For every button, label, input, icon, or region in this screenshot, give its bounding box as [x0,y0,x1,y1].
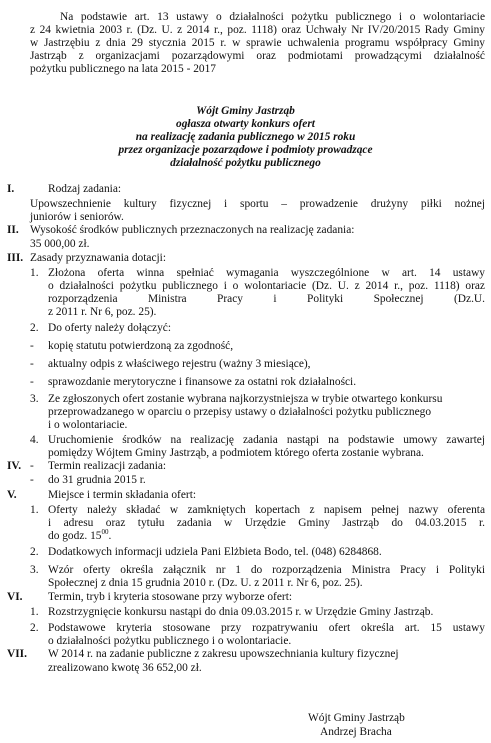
section-6-item-2-number: 2. [30,622,39,634]
section-3-item-1-line-1: Złożona oferta winna spełniać wymagania wyszczególnione w art. 14 ustawy [48,267,485,279]
attachment-item-3: sprawozdanie merytoryczne i finansowe za ostatni rok działalności. [48,376,357,388]
signature-name: Andrzej Bracha [320,726,392,738]
section-1-title: Rodzaj zadania: [48,183,122,195]
section-2-number: II. [7,224,19,236]
section-1-number: I. [7,183,15,195]
heading-line-3: na realizację zadania publicznego w 2015 roku [135,131,356,143]
section-7-number: VII. [7,648,27,660]
dash-marker: - [30,340,34,352]
dash-marker: - [30,460,34,472]
section-2-amount: 35 000,00 zł. [30,238,90,250]
heading-line-4: przez organizacje pozarządowe i podmioty prowadzące [118,144,373,156]
section-1-line-2: juniorów i seniorów. [30,211,124,223]
section-4-number: IV. [7,460,22,472]
dash-marker: - [30,474,34,486]
section-3-item-3-line-1: Ze zgłoszonych ofert zostanie wybrana najkorzystniejsza w trybie otwartego konkursu [48,393,443,405]
section-5-item-3-line-1: Wzór oferty określa załącznik nr 1 do rozporządzenia Ministra Pracy i Polityki [48,564,485,576]
section-3-item-1-line-3: rozporządzenia Ministra Pracy i Polityki Społecznej (Dz.U. [48,293,485,305]
section-3-item-1-line-4: z 2011 r. Nr 6, poz. 25). [48,306,157,318]
section-5-item-1-line-1: Oferty należy składać w zamkniętych kopertach z napisem pełnej nazwy oferenta [48,504,485,516]
section-7-line-1: W 2014 r. na zadanie publiczne z zakresu upowszechniania kultury fizycznej [48,648,399,660]
heading-line-5: działalność pożytku publicznego [170,157,321,169]
attachment-item-1: kopię statutu potwierdzoną za zgodność, [48,340,234,352]
section-6-number: VI. [7,591,23,603]
section-3-item-4-number: 4. [30,434,39,446]
section-3-item-4-line-1: Uruchomienie środków na realizację zadania nastąpi na podstawie umowy zawartej [48,434,485,446]
section-3-item-1-line-2: o działalności pożytku publicznego i o wolontariacie (Dz. U. z 2014 r., poz. 1118) oraz [48,280,485,292]
dash-marker: - [30,376,34,388]
attachment-item-2: aktualny odpis z właściwego rejestru (ważny 3 miesiące), [48,358,311,370]
section-5-item-3-number: 3. [30,564,39,576]
section-3-item-4-line-2: pomiędzy Wójtem Gminy Jastrząb, a podmiotem którego oferta zostanie wybrana. [48,447,424,459]
dash-marker: - [30,358,34,370]
section-2-title: Wysokość środków publicznych przeznaczonych na realizację zadania: [30,224,355,236]
section-5-item-1-line-2: i adresu oraz tytułu zadania w Urzędzie Gminy Jastrząb do 04.03.2015 r. [48,517,485,529]
section-3-item-1-number: 1. [30,267,39,279]
heading-line-1: Wójt Gminy Jastrząb [196,105,295,117]
section-3-item-3-line-3: i o wolontariacie. [48,419,128,431]
intro-line-1: Na podstawie art. 13 ustawy o działalności pożytku publicznego i o wolontariacie [60,11,485,23]
section-3-title: Zasady przyznawania dotacji: [30,252,166,264]
section-5-item-2-number: 2. [30,546,39,558]
section-6-item-2-line-2: o działalności pożytku publicznego i o wolontariacie. [48,635,292,647]
intro-line-3: w Jastrzębiu z dnia 29 stycznia 2015 r. w sprawie uchwalenia programu współpracy Gminy [30,37,485,49]
section-5-item-3-line-2: Społecznej z dnia 15 grudnia 2010 r. (Dz. U. z 2011 r. Nr 6, poz. 25). [48,577,363,589]
section-7-line-2: zrealizowano kwotę 36 652,00 zł. [48,662,202,674]
section-5-title: Miejsce i termin składania ofert: [48,489,197,501]
section-4-title: Termin realizacji zadania: [48,460,167,472]
intro-line-4: Jastrząb z organizacjami pozarządowymi oraz podmiotami prowadzącymi działalność [30,50,485,62]
section-5-item-2-text: Dodatkowych informacji udziela Pani Elżbieta Bodo, tel. (048) 6284868. [48,546,382,558]
section-3-item-3-line-2: przeprowadzanego w oparciu o przepisy ustawy o działalności pożytku publicznego [48,406,432,418]
section-3-item-2-text: Do oferty należy dołączyć: [48,322,172,334]
section-5-item-1-line-3: do godz. $15^{00}$. [48,528,112,542]
signature-title: Wójt Gminy Jastrząb [308,712,405,724]
intro-line-2: z 24 kwietnia 2003 r. (Dz. U. z 2014 r., poz. 1118) oraz Uchwały Nr IV/20/2015 Rady Gminy [30,24,485,36]
section-3-number: III. [7,252,24,264]
section-6-item-2-line-1: Podstawowe kryteria stosowane przy rozpatrywaniu ofert określa art. 15 ustawy [48,622,485,634]
section-6-title: Termin, tryb i kryteria stosowane przy wyborze ofert: [48,591,293,603]
section-6-item-1-text: Rozstrzygnięcie konkursu nastąpi do dnia 09.03.2015 r. w Urzędzie Gminy Jastrząb. [48,606,434,618]
section-3-item-3-number: 3. [30,393,39,405]
section-4-value: do 31 grudnia 2015 r. [48,474,146,486]
section-6-item-1-number: 1. [30,606,39,618]
intro-line-5: pożytku publicznego na lata 2015 - 2017 [30,63,216,75]
section-1-line-1: Upowszechnienie kultury fizycznej i sportu – prowadzenie drużyny piłki nożnej [30,198,485,210]
section-5-item-1-number: 1. [30,504,39,516]
section-5-number: V. [7,489,17,501]
heading-line-2: ogłasza otwarty konkurs ofert [176,118,315,130]
section-3-item-2-number: 2. [30,322,39,334]
